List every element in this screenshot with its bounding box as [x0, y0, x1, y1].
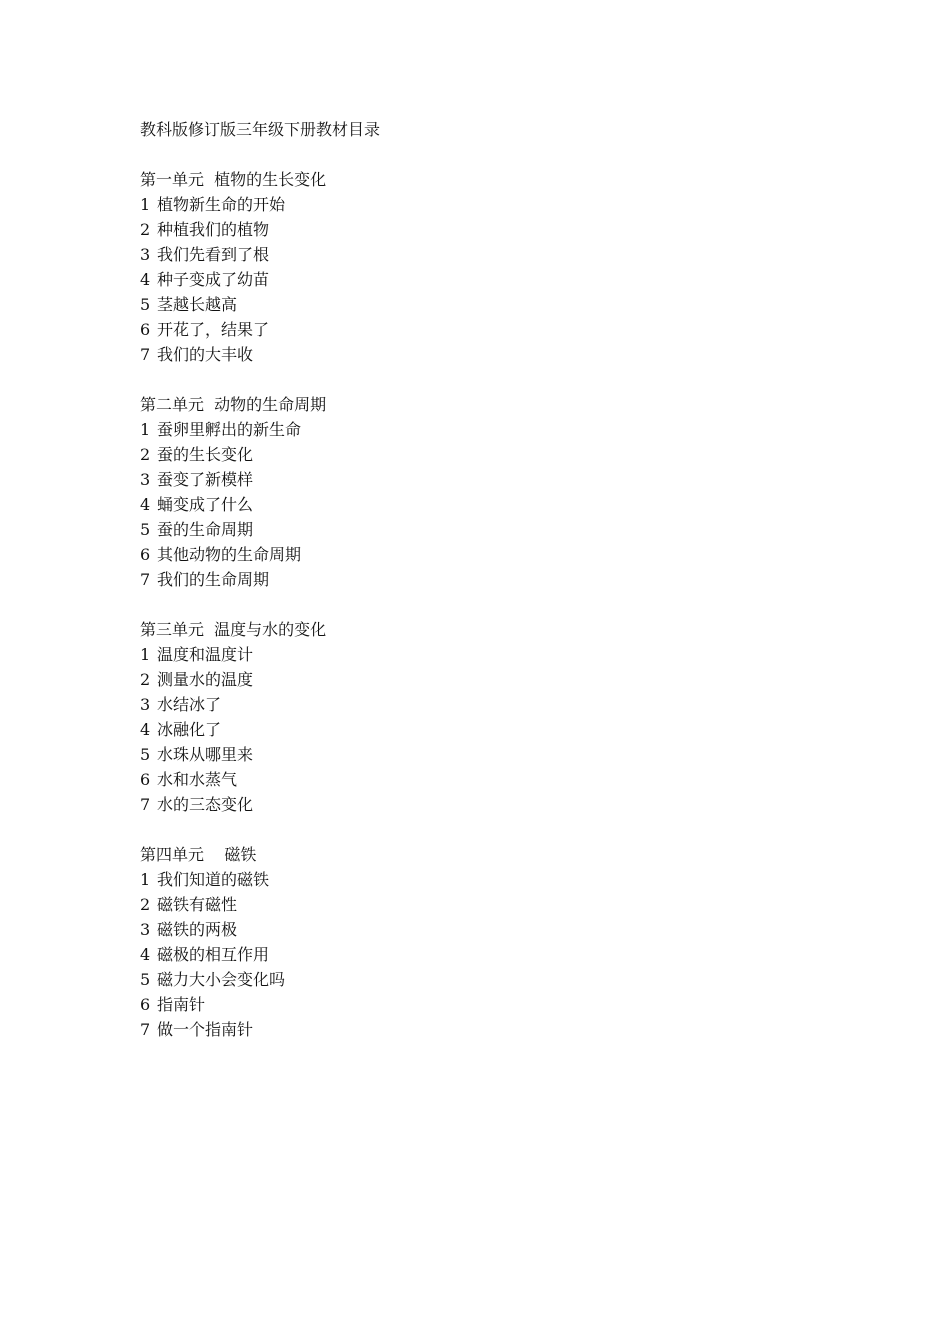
lesson-item — [140, 292, 840, 317]
lesson-title: 冰融化了 — [157, 720, 222, 739]
lesson-item — [140, 767, 840, 792]
unit-section — [140, 617, 840, 817]
lesson-item — [140, 417, 840, 442]
lesson-number: 7 — [140, 795, 151, 814]
lesson-number: 7 — [140, 345, 151, 364]
lesson-number: 1 — [140, 645, 151, 664]
lesson-number: 6 — [140, 995, 151, 1014]
lesson-title: 蚕的生命周期 — [157, 520, 254, 539]
lesson-item — [140, 717, 840, 742]
lesson-item — [140, 467, 840, 492]
lesson-title: 蛹变成了什么 — [157, 495, 254, 514]
lesson-item — [140, 542, 840, 567]
lesson-item — [140, 217, 840, 242]
lesson-title: 水的三态变化 — [157, 795, 254, 814]
lesson-number: 3 — [140, 245, 151, 264]
lesson-item — [140, 742, 840, 767]
lesson-item — [140, 992, 840, 1017]
lesson-title: 温度和温度计 — [157, 645, 254, 664]
lesson-title: 开花了，结果了 — [157, 320, 270, 339]
lesson-number: 5 — [140, 745, 151, 764]
lesson-number: 3 — [140, 470, 151, 489]
lesson-number: 1 — [140, 420, 151, 439]
lesson-title: 磁力大小会变化吗 — [157, 970, 286, 989]
lesson-item — [140, 192, 840, 217]
lesson-title: 水珠从哪里来 — [157, 745, 254, 764]
lesson-number: 7 — [140, 570, 151, 589]
lesson-title: 磁铁有磁性 — [157, 895, 238, 914]
lesson-number: 4 — [140, 720, 151, 739]
lesson-item — [140, 692, 840, 717]
lesson-number: 7 — [140, 1020, 151, 1039]
lesson-title: 我们知道的磁铁 — [157, 870, 270, 889]
lesson-title: 测量水的温度 — [157, 670, 254, 689]
document-body — [140, 117, 840, 1067]
lesson-item — [140, 342, 840, 367]
lesson-item — [140, 267, 840, 292]
lesson-item — [140, 242, 840, 267]
unit-heading: 第三单元 温度与水的变化 — [140, 620, 327, 639]
document-title: 教科版修订版三年级下册教材目录 — [140, 120, 381, 139]
lesson-number: 2 — [140, 670, 151, 689]
lesson-title: 茎越长越高 — [157, 295, 238, 314]
lesson-item — [140, 492, 840, 517]
lesson-item — [140, 892, 840, 917]
lesson-title: 做一个指南针 — [157, 1020, 254, 1039]
lesson-item — [140, 792, 840, 817]
lesson-number: 2 — [140, 220, 151, 239]
lesson-number: 5 — [140, 295, 151, 314]
unit-heading: 第二单元 动物的生命周期 — [140, 395, 327, 414]
lesson-title: 磁铁的两极 — [157, 920, 238, 939]
lesson-title: 我们先看到了根 — [157, 245, 270, 264]
lesson-number: 1 — [140, 870, 151, 889]
lesson-number: 5 — [140, 970, 151, 989]
lesson-title: 其他动物的生命周期 — [157, 545, 302, 564]
lesson-item — [140, 867, 840, 892]
lesson-title: 水结冰了 — [157, 695, 222, 714]
lesson-title: 蚕变了新模样 — [157, 470, 254, 489]
lesson-title: 水和水蒸气 — [157, 770, 238, 789]
lesson-item — [140, 442, 840, 467]
lesson-title: 蚕卵里孵出的新生命 — [157, 420, 302, 439]
lesson-number: 4 — [140, 945, 151, 964]
lesson-item — [140, 567, 840, 592]
lesson-number: 3 — [140, 920, 151, 939]
lesson-title: 磁极的相互作用 — [157, 945, 270, 964]
lesson-number: 1 — [140, 195, 151, 214]
lesson-number: 4 — [140, 495, 151, 514]
lesson-number: 6 — [140, 545, 151, 564]
lesson-item — [140, 967, 840, 992]
unit-section — [140, 842, 840, 1042]
lesson-title: 蚕的生长变化 — [157, 445, 254, 464]
lesson-number: 2 — [140, 445, 151, 464]
lesson-title: 种植我们的植物 — [157, 220, 270, 239]
lesson-number: 3 — [140, 695, 151, 714]
lesson-title: 我们的大丰收 — [157, 345, 254, 364]
lesson-number: 6 — [140, 320, 151, 339]
lesson-number: 4 — [140, 270, 151, 289]
lesson-title: 种子变成了幼苗 — [157, 270, 270, 289]
lesson-item — [140, 667, 840, 692]
lesson-title: 植物新生命的开始 — [157, 195, 286, 214]
unit-section — [140, 167, 840, 367]
unit-section — [140, 392, 840, 592]
lesson-item — [140, 942, 840, 967]
lesson-title: 指南针 — [157, 995, 206, 1014]
unit-heading: 第四单元 磁铁 — [140, 845, 257, 864]
lesson-item — [140, 517, 840, 542]
lesson-item — [140, 1017, 840, 1042]
lesson-item — [140, 317, 840, 342]
lesson-number: 2 — [140, 895, 151, 914]
lesson-title: 我们的生命周期 — [157, 570, 270, 589]
lesson-number: 5 — [140, 520, 151, 539]
lesson-number: 6 — [140, 770, 151, 789]
lesson-item — [140, 917, 840, 942]
unit-heading: 第一单元 植物的生长变化 — [140, 170, 327, 189]
lesson-item — [140, 642, 840, 667]
